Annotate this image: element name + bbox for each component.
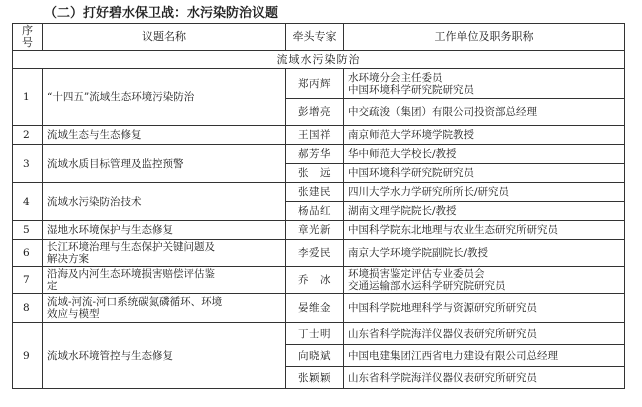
row-number: 7 [13, 267, 43, 294]
topic-name: 沿海及内河生态环境损害赔偿评估鉴 定 [43, 267, 286, 294]
section-heading: （二）打好碧水保卫战：水污染防治议题 [44, 6, 279, 21]
expert-name: 张颖颖 [286, 367, 344, 389]
unit-title: 山东省科学院海洋仪器仪表研究所研究员 [344, 323, 625, 345]
expert-name: 王国祥 [286, 126, 344, 145]
expert-name: 杨品红 [286, 202, 344, 221]
topic-name: 湿地水环境保护与生态修复 [43, 221, 286, 240]
expert-name: 郝芳华 [286, 145, 344, 164]
unit-title: 中国环境科学研究院研究员 [344, 164, 625, 183]
expert-name: 晏维金 [286, 294, 344, 323]
table-row [13, 69, 625, 99]
table-row [13, 221, 625, 240]
expert-name: 彭增亮 [286, 99, 344, 126]
row-number: 2 [13, 126, 43, 145]
unit-title: 中国科学院地理科学与资源研究所研究员 [344, 294, 625, 323]
topics-table [12, 23, 625, 389]
unit-title: 中国电建集团江西省电力建设有限公司总经理 [344, 345, 625, 367]
table-row [13, 323, 625, 345]
expert-name: 向晓斌 [286, 345, 344, 367]
section-row [13, 51, 625, 69]
row-number: 9 [13, 323, 43, 389]
topic-name: 流域水污染防治技术 [43, 183, 286, 221]
row-number: 3 [13, 145, 43, 183]
header-no: 序 号 [13, 24, 43, 51]
topic-name: 流域水质目标管理及监控预警 [43, 145, 286, 183]
unit-title: 华中师范大学校长/教授 [344, 145, 625, 164]
topic-name: “十四五”流域生态环境污染防治 [43, 69, 286, 126]
row-number: 6 [13, 240, 43, 267]
table-row [13, 126, 625, 145]
expert-name: 乔 冰 [286, 267, 344, 294]
table-row [13, 183, 625, 202]
expert-name: 郑丙辉 [286, 69, 344, 99]
unit-title: 中交疏浚（集团）有限公司投资部总经理 [344, 99, 625, 126]
topic-name: 流域生态与生态修复 [43, 126, 286, 145]
row-number: 8 [13, 294, 43, 323]
unit-title: 山东省科学院海洋仪器仪表研究所研究员 [344, 367, 625, 389]
row-number: 1 [13, 69, 43, 126]
expert-name: 李爱民 [286, 240, 344, 267]
header-unit: 工作单位及职务职称 [344, 24, 625, 51]
unit-title: 四川大学水力学研究所所长/研究员 [344, 183, 625, 202]
table-header-row [13, 24, 625, 51]
topic-name: 流域水环境管控与生态修复 [43, 323, 286, 389]
unit-title: 南京师范大学环境学院教授 [344, 126, 625, 145]
header-expert: 牵头专家 [286, 24, 344, 51]
topic-name: 长江环境治理与生态保护关键问题及 解决方案 [43, 240, 286, 267]
row-number: 4 [13, 183, 43, 221]
unit-title: 南京大学环境学院副院长/教授 [344, 240, 625, 267]
row-number: 5 [13, 221, 43, 240]
table-row [13, 294, 625, 323]
unit-title: 中国科学院东北地理与农业生态研究所研究员 [344, 221, 625, 240]
header-topic: 议题名称 [43, 24, 286, 51]
table-row [13, 240, 625, 267]
topic-name: 流域-河流-河口系统碳氮磷循环、环境 效应与模型 [43, 294, 286, 323]
expert-name: 丁士明 [286, 323, 344, 345]
expert-name: 张建民 [286, 183, 344, 202]
unit-title: 环境损害鉴定评估专业委员会 交通运输部水运科学研究院研究员 [344, 267, 625, 294]
unit-title: 湖南文理学院院长/教授 [344, 202, 625, 221]
expert-name: 章光新 [286, 221, 344, 240]
expert-name: 张 远 [286, 164, 344, 183]
table-row [13, 267, 625, 294]
table-row [13, 145, 625, 164]
section-title: 流域水污染防治 [13, 51, 625, 69]
unit-title: 水环境分会主任委员 中国环境科学研究院研究员 [344, 69, 625, 99]
